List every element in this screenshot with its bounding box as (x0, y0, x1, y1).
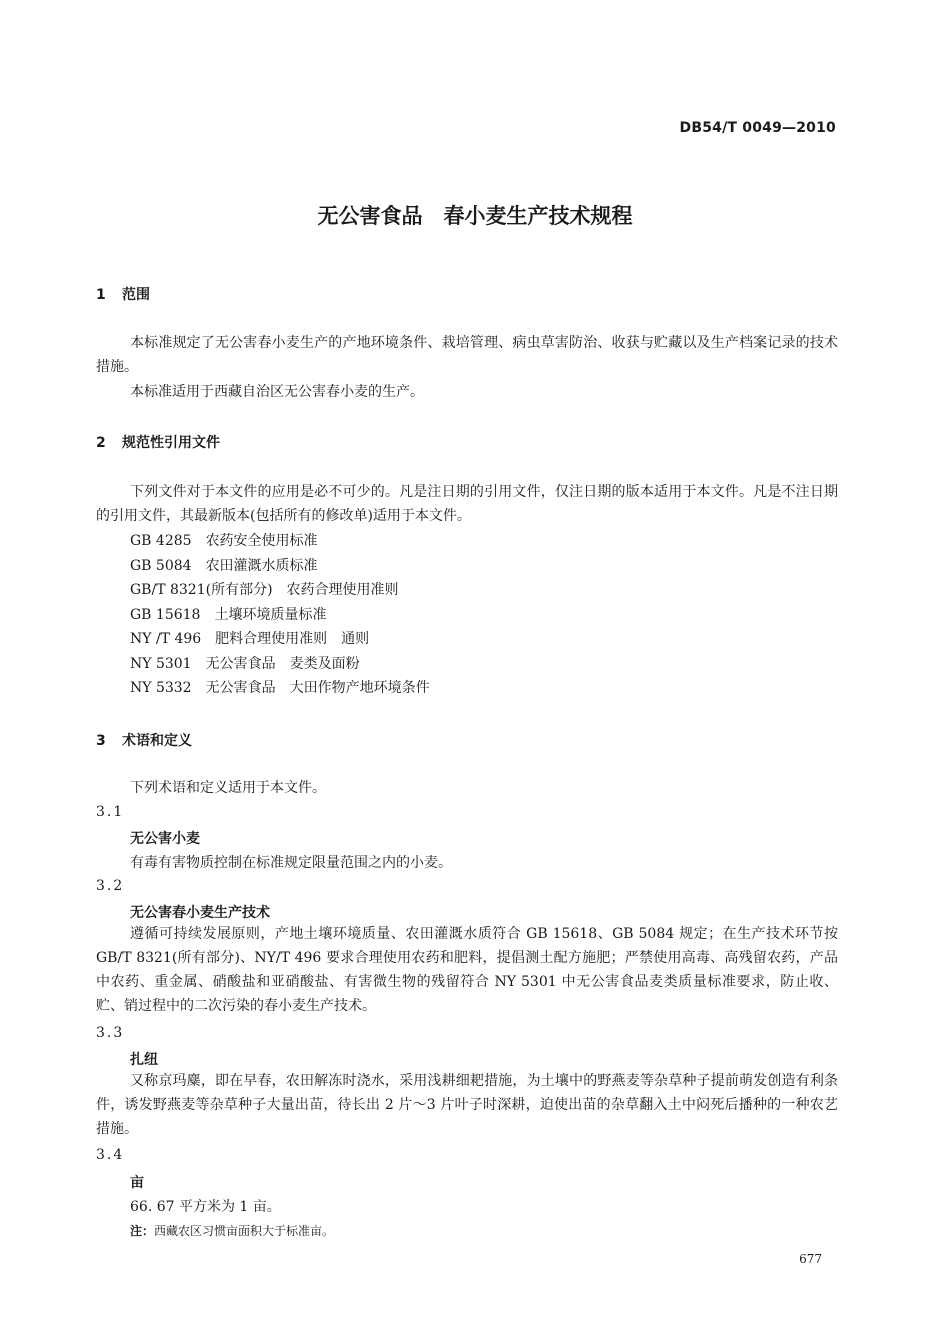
section-3-intro: 下列术语和定义适用于本文件。 (130, 780, 326, 796)
reference-name: 无公害食品 麦类及面粉 (205, 655, 360, 672)
reference-name: 农药合理使用准则 (286, 582, 399, 598)
section-number: 3 (96, 733, 106, 749)
reference-name: 无公害食品 大田作物产地环境条件 (205, 680, 430, 696)
reference-code: NY /T 496 (130, 631, 202, 647)
reference-name: 肥料合理使用准则 通则 (215, 631, 370, 647)
reference-item (130, 652, 430, 677)
section-1-paragraph-1: 本标准规定了无公害春小麦生产的产地环境条件、栽培管理、病虫草害防治、收获与贮藏以及生产档案记录的技术措施。 (96, 335, 838, 375)
section-number: 1 (96, 287, 106, 303)
reference-item (130, 603, 430, 628)
section-title: 规范性引用文件 (122, 435, 220, 451)
reference-item (130, 627, 430, 652)
term-number: 3.3 (96, 1025, 125, 1041)
term-number: 3.1 (96, 804, 125, 820)
term-number: 3.4 (96, 1147, 125, 1163)
term-number: 3.2 (96, 878, 125, 894)
reference-name: 农田灌溉水质标准 (205, 557, 318, 574)
page-number: 677 (799, 1252, 822, 1266)
reference-item (130, 554, 430, 579)
note-text: 西藏农区习惯亩面积大于标准亩。 (154, 1224, 335, 1238)
term-note (130, 1222, 334, 1239)
term-definition: 有毒有害物质控制在标准规定限量范围之内的小麦。 (130, 855, 452, 871)
reference-item (130, 529, 430, 554)
reference-code: GB 15618 (130, 606, 201, 623)
section-title: 术语和定义 (122, 733, 192, 749)
reference-item (130, 676, 430, 701)
normative-reference-list (130, 529, 430, 701)
section-1-heading (96, 284, 150, 304)
standard-code: DB54/T 0049—2010 (679, 120, 836, 136)
term-name: 无公害小麦 (130, 831, 200, 847)
term-definition: 遵循可持续发展原则，产地土壤环境质量、农田灌溉水质符合 GB 15618、GB 5084 规定；在生产技术环节按 GB/T 8321(所有部分)、NY/T 496 要求合理使用农药和肥料，提倡测土配方施肥；严禁使用高毒、高残留农药，产品中农药、重金属、硝酸盐和亚硝酸盐、有害微生物的残留符合 NY 5301 中无公害食品麦类质量标准要求，防止收、贮、销过程中的二次污染的春小麦生产技术。 (96, 926, 838, 1014)
section-number: 2 (96, 435, 106, 451)
reference-code: GB/T 8321(所有部分) (130, 582, 273, 598)
note-label: 注： (130, 1224, 155, 1238)
reference-code: NY 5332 (130, 680, 192, 696)
reference-code: NY 5301 (130, 655, 192, 672)
reference-item (130, 578, 430, 603)
term-name: 无公害春小麦生产技术 (130, 905, 270, 921)
section-2-heading (96, 432, 220, 452)
section-1-paragraph-2: 本标准适用于西藏自治区无公害春小麦的生产。 (130, 384, 424, 400)
term-definition: 66. 67 平方米为 1 亩。 (130, 1199, 281, 1215)
reference-name: 农药安全使用标准 (205, 533, 318, 549)
reference-name: 土壤环境质量标准 (214, 606, 327, 623)
reference-code: GB 5084 (130, 557, 192, 574)
term-definition: 又称京玛麋，即在早春，农田解冻时浇水，采用浅耕细耙措施，为土壤中的野燕麦等杂草种子提前萌发创造有利条件，诱发野燕麦等杂草种子大量出苗，待长出 2 片～3 片叶子时深耕，迫使出苗的杂草翻入土中闷死后播种的一种农艺措施。 (96, 1073, 838, 1137)
section-3-heading (96, 730, 192, 750)
term-name: 亩 (130, 1175, 144, 1191)
section-title: 范围 (122, 287, 150, 303)
term-name: 扎纽 (130, 1052, 158, 1068)
reference-code: GB 4285 (130, 533, 192, 549)
document-title: 无公害食品 春小麦生产技术规程 (317, 204, 633, 228)
section-2-intro: 下列文件对于本文件的应用是必不可少的。凡是注日期的引用文件，仅注日期的版本适用于本文件。凡是不注日期的引用文件，其最新版本(包括所有的修改单)适用于本文件。 (96, 484, 838, 524)
